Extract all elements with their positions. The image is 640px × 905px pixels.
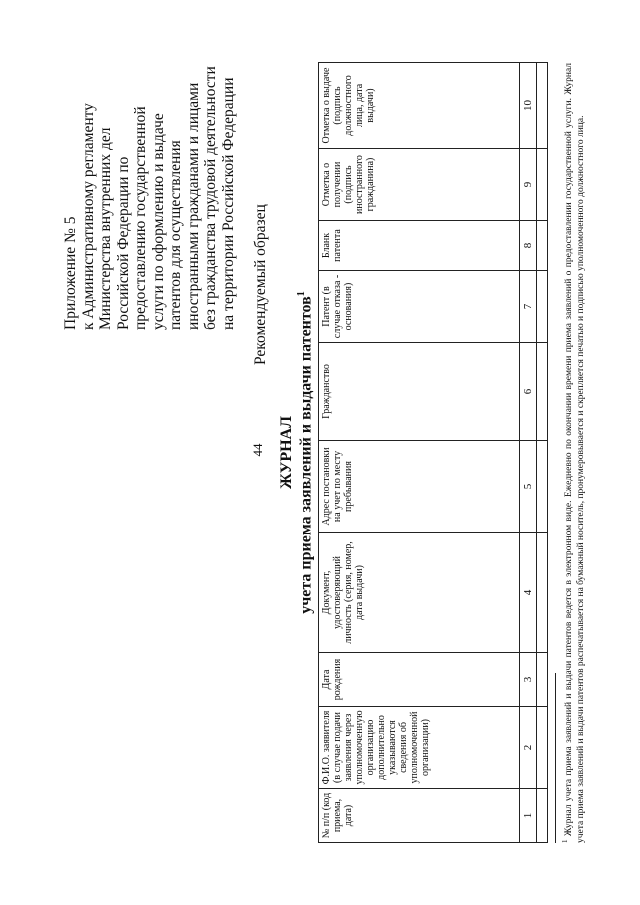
- empty-cell: [537, 149, 548, 221]
- empty-cell: [537, 707, 548, 789]
- footnote-divider: [555, 673, 556, 843]
- empty-cell: [537, 271, 548, 343]
- column-number: 3: [520, 653, 537, 707]
- appendix-line: на территории Российской Федерации: [219, 77, 237, 330]
- column-number: 7: [520, 271, 537, 343]
- column-number: 2: [520, 707, 537, 789]
- column-number: 1: [520, 789, 537, 843]
- header-registration-address: Адрес постановки на учет по месту пребывания: [319, 441, 520, 533]
- recommended-sample-label: Рекомендуемый образец: [252, 204, 269, 365]
- header-patent-blank: Бланк патента: [319, 221, 520, 271]
- appendix-line: Приложение № 5: [62, 216, 79, 330]
- journal-subtitle-text: учета приема заявлений и выдачи патентов: [297, 296, 315, 614]
- table-empty-row: [537, 63, 548, 843]
- appendix-line: предоставлению государственной: [132, 106, 149, 330]
- appendix-line: Российской Федерации по: [114, 156, 132, 330]
- appendix-line: услуги по оформлению и выдаче: [149, 113, 167, 330]
- journal-subtitle: [296, 200, 315, 705]
- empty-cell: [537, 63, 548, 149]
- column-number: 5: [520, 441, 537, 533]
- page-number: 44: [250, 443, 265, 457]
- footnote-reference: 1: [296, 291, 307, 297]
- column-number: 10: [520, 63, 537, 149]
- header-birth-date: Дата рождения: [319, 653, 520, 707]
- column-number: 9: [520, 149, 537, 221]
- empty-cell: [537, 653, 548, 707]
- table-header-row: [319, 63, 520, 843]
- journal-table: [318, 62, 548, 843]
- header-citizenship: Гражданство: [319, 343, 520, 441]
- header-number: № п/п (код приема, дата): [319, 789, 520, 843]
- header-receipt-mark: Отметка о получении (подпись иностранного гражданина): [319, 149, 520, 221]
- header-applicant-name: Ф.И.О. заявителя (в случае подачи заявления через уполномоченную организацию дополнительно указываются сведения об уполномоченной организации): [319, 707, 520, 789]
- footnote-mark: 1: [561, 839, 569, 843]
- empty-cell: [537, 221, 548, 271]
- appendix-line: патентов для осуществления: [167, 140, 184, 330]
- header-identity-document: Документ, удостоверяющий личность (серия, номер, дата выдачи): [319, 533, 520, 653]
- column-number: 6: [520, 343, 537, 441]
- footnote-text: Журнал учета приема заявлений и выдачи патентов ведется в электронном виде. Ежедневно по окончании времени приема заявлений о предоставлении государственной услуги. Журнал учета приема заявлений и выдачи патентов распечатывается на бумажный носитель, пронумеровывается и скрепляется печатью и подписью уполномоченного должностного лица.: [564, 62, 586, 843]
- header-issue-mark: Отметка о выдаче (подпись должностного лица, дата выдачи): [319, 63, 520, 149]
- header-patent: Патент (в случае отказа - основания): [319, 271, 520, 343]
- journal-title: ЖУРНАЛ: [278, 415, 295, 490]
- footnote: [560, 63, 587, 843]
- appendix-line: без гражданства трудовой деятельности: [202, 66, 219, 330]
- appendix-line: Министерства внутренних дел: [97, 127, 114, 330]
- empty-cell: [537, 441, 548, 533]
- column-number: 4: [520, 533, 537, 653]
- empty-cell: [537, 789, 548, 843]
- column-number: 8: [520, 221, 537, 271]
- empty-cell: [537, 533, 548, 653]
- appendix-line: к Административному регламенту: [79, 103, 97, 330]
- empty-cell: [537, 343, 548, 441]
- appendix-line: иностранными гражданами и лицами: [184, 82, 202, 330]
- table-number-row: [520, 63, 537, 843]
- appendix-block: [62, 30, 237, 330]
